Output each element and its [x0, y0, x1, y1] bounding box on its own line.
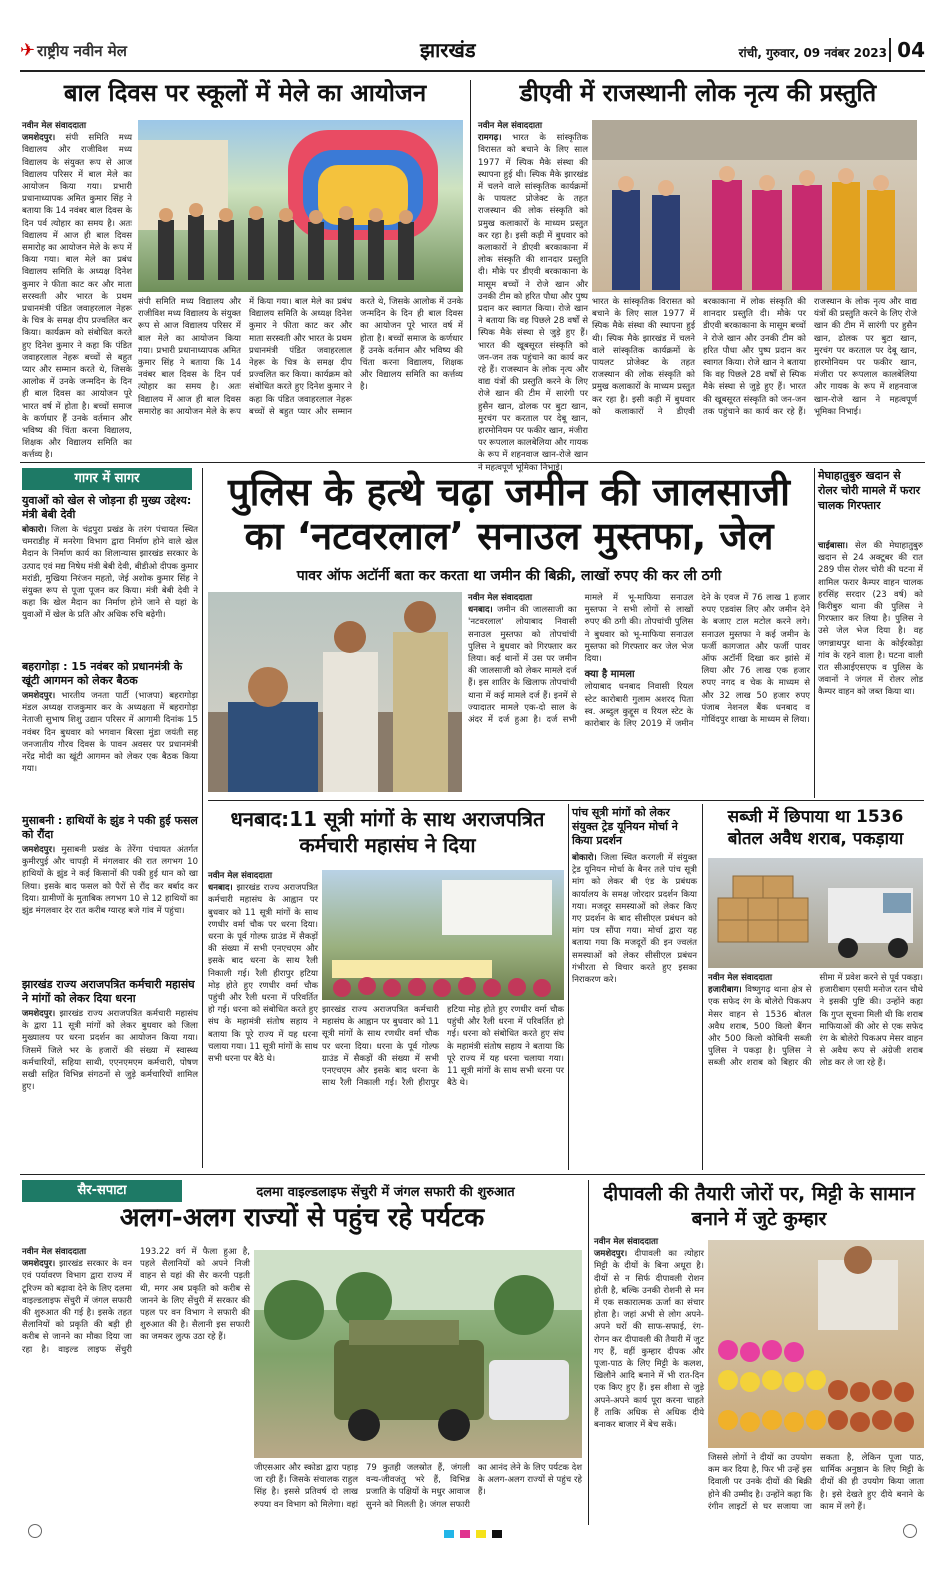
sidebar-headline: बहरागोड़ा : 15 नवंबर को प्रधानमंत्री के खूंटी आगमन को लेकर बैठक: [22, 660, 183, 687]
dhanbad-body-cont: [322, 1004, 564, 1170]
story-dateline: जमशेदपुर।: [22, 691, 56, 701]
byline: नवीन मेल संवाददाता: [208, 871, 273, 881]
sidebar-column: [22, 494, 198, 1180]
story-text: जिला स्थित करगली में संयुक्त ट्रेड यूनियन मोर्चा के बैनर तले पांच सूत्री मांग को लेकर बी एंड के प्रबंधक कार्यालय के समक्ष जोरदार प्रदर्शन किया गया। मजदूर समस्याओं को लेकर किए गए प्रदर्शन के बाद सीसीएल प्रबंधन को मांग पत्र सौंपा गया। मोर्चा द्वारा यह बताया गया कि मजदूरों की इन ज्वलंत समस्याओं को लेकर सीसीएल प्रबंधन गंभीरता से विचार करते हुए इसका निराकरण करे।: [572, 853, 697, 986]
protest-photo-image: [322, 870, 564, 1000]
sidebar-body: [22, 524, 198, 656]
story-text: झारखंड राज्य अराजपत्रित कर्मचारी महासंघ के आह्वान पर बुधवार को 11 सूत्री मांगों के साथ रणधीर वर्मा चौक पर धरना दिया। धरना के पूर्व गोल्फ ग्राउंड में सैकड़ों की संख्या में सभी एनएचएम और इसके बाद धरना के साथ रैली निकाली गई। रैली हीरापुर हटिया मोड़ होते हुए रणधीर वर्मा चौक पहुंची और रैली धरना में परिवर्तित हो गई। धरना को संबोधित करते हुए संघ के महामंत्री संतोष सहाय ने बताया कि पूरे राज्य में यह धरना चलाया गया। 11 सूत्री मांगों के साथ सभी धरना पर बैठे थे।: [322, 1005, 564, 1089]
magenta-swatch: [460, 1530, 470, 1538]
lead-body: [468, 592, 810, 792]
story-dateline: हजारीबाग।: [708, 985, 742, 996]
story-text: जमीन की जालसाजी का 'नटवरलाल' लोयाबाद निवासी सनाउल मुस्तफा को तोपचांची पुलिस ने बुधवार को गिरफ्तार कर लिया। कई थानों में उस पर जमीन की जालसाजी को लेकर मामले दर्ज हैं। इस शातिर के खिलाफ तोपचांची थाना में कई मामले दर्ज हैं। इनमें से ज्यादातर मामले एक-दो साल के अंदर में दर्ज हुआ है। दर्ज सभी मामले में भू-माफिया सनाउल मुस्तफा ने सभी लोगों से लाखों रुपए की ठगी की। तोपचांची पुलिस ने बुधवार को भू-माफिया सनाउल मुस्तफा को गिरफ्तार कर जेल भेज दिया।: [468, 593, 694, 726]
safari-kicker: दलमा वाइल्डलाइफ सेंचुरी में जंगल सफारी की शुरुआत: [256, 1185, 515, 1200]
arrest-photo: [208, 592, 462, 792]
diwali-headline: दीपावली की तैयारी जोरों पर, मिट्टी के सामान बनाने में जुटे कुम्हार: [603, 1183, 915, 1230]
black-swatch: [492, 1530, 502, 1538]
story-dateline: धनबाद।: [208, 883, 233, 894]
story2-headline: डीएवी में राजस्थानी लोक नृत्य की प्रस्तुति: [519, 79, 877, 107]
story-text: लोयाबाद धनबाद निवासी रियल स्टेट कारोबारी गुलाम अशरद पिता स्व. अब्दुल कुद्दूस व रियल स्टेट के कारोबार के लिए 2019 में जमीन देने के एवज में 76 लाख 1 हजार रुपए एडवांस लिए और जमीन देने के बजाए टाल मटोल करने लगे। सनाउल मुस्तफा ने कई जमीन के फर्जी कागजात और फर्जी पावर ऑफ अटॉर्नी दिखा कर झांसे में लिया और 76 लाख एक हजार रुपए नगद व चेक के माध्यम से और 32 लाख 50 हजार रुपए पंजाब नेशनल बैंक धनबाद व गोविंदपुर शाखा के माध्यम से लिया।: [584, 593, 810, 730]
arrest-photo-image: [208, 592, 462, 792]
safari-photo: [254, 1250, 582, 1458]
rule: [20, 1174, 925, 1175]
story-dateline: जमशेदपुर।: [22, 845, 56, 855]
dhanbad-body: [208, 870, 318, 1170]
registration-mark-icon: [903, 1524, 917, 1538]
liquor-body: [708, 972, 923, 1170]
dance-photo-image: [592, 120, 917, 292]
story1-headline: बाल दिवस पर स्कूलों में मेले का आयोजन: [63, 79, 427, 107]
lead-subhead: पावर ऑफ अटॉर्नी बता कर करता था जमीन की बिक्री, लाखों रुपए की कर ली ठगी: [296, 568, 722, 584]
liquor-photo: [708, 858, 923, 968]
safari-headline: अलग-अलग राज्यों से पहुंच रहे पर्यटक: [119, 1203, 485, 1233]
byline: नवीन मेल संवाददाता: [594, 1237, 659, 1247]
divider: [702, 804, 703, 1170]
yellow-swatch: [476, 1530, 486, 1538]
dateline: रांची, गुरुवार, 09 नवंबर 2023: [738, 46, 887, 60]
masthead: [20, 34, 925, 72]
right-headline: मेघाहातुबुरु खदान से रोलर चोरी मामले में फरार चालक गिरफ्तार: [818, 469, 921, 512]
byline: नवीन मेल संवाददाता: [22, 121, 87, 131]
byline: नवीन मेल संवाददाता: [478, 121, 543, 131]
divider: [470, 80, 471, 340]
story-text: संपी समिति मध्य विद्यालय और राजीविश मध्य विद्यालय के संयुक्त रूप से आज विद्यालय परिसर में बाल मेले का आयोजन किया गया। प्रभारी प्रधानाध्यापक अमित कुमार सिंह ने बताया कि 14 नवंबर बाल दिवस के दिन पर्व त्योहार का समय है। अतः विद्यालय में आज ही बाल दिवस समारोह का आयोजन मेले के रूप में किया गया। बाल मेले का प्रबंध विद्यालय समिति के अध्यक्ष दिनेश कुमार ने फीता काट कर और माता सरस्वती और भारत के प्रथम प्रधानमंत्री पंडित जवाहरलाल नेहरू के चित्र के समक्ष दीप प्रज्वलित कर किया। कार्यक्रम को संबोधित करते हुए दिनेश कुमार ने कहा कि पंडित जवाहरलाल नेहरू बच्चों से बहुत प्यार और सम्मान करते थे, जिसके आलोक में उनके जन्मदिन के दिन ही बाल दिवस का आयोजन पूरे भारत वर्ष में होता है। बच्चों समाज के कर्णधार हैं उनके वर्तमान और भविष्य की चिंता करना विद्यालय, शिक्षक और विद्यालय समिति का कर्त्तव्य है।: [138, 297, 463, 417]
divider: [202, 468, 203, 1168]
sidebar-headline: झारखंड राज्य अराजपत्रित कर्मचारी महासंघ ने मांगों को लेकर दिया धरना: [22, 978, 195, 1005]
story-dateline: चाईबासा।: [818, 541, 848, 551]
story-text: विष्णुगढ़ थाना क्षेत्र से एक सफेद रंग के बोलेरो पिकअप मेसर वाहन से 1536 बोतल अवैध शराब, 500 किलो बैंगन और 500 किलो कोबिनी सब्जी पुलिस ने पकड़ा है। पुलिस ने सब्जी और शराब को बिहार की सीमा में प्रवेश करने से पूर्व पकड़ा। हजारीबाग एसपी मनोज रतन चौथे ने इसकी पुष्टि की। उन्होंने कहा कि गुप्त सूचना मिली थी कि शराब माफियाओं की ओर से एक सफेद रंग के बोलेरो पिकअप मेसर वाहन से अवैध रूप से अंग्रेजी शराब लोड कर ले जा रहे हैं।: [708, 973, 923, 1069]
sidebar-body: [22, 844, 198, 974]
story-dateline: रामगढ़।: [478, 133, 502, 144]
fair-photo: [138, 120, 463, 292]
section-title: झारखंड: [420, 38, 476, 62]
story-text: जीएसआर और स्कोडा द्वारा पहाड़ जा रही हैं। जिसके संचालक राहुल सिंह है। इससे प्रतिवर्ष दो लाख रुपया वन विभाग को मिलेगा। वहां 79 कुतही जलस्रोत हैं, जंगली वन्य-जीवजंतु भरे हैं, विभिन्न प्रजाति के पक्षियों के मधुर आवाज सुनने को मिलती है। जंगल सफारी का आनंद लेने के लिए पर्यटक देश के अलग-अलग राज्यों से पहुंच रहे हैं।: [254, 1463, 582, 1510]
story-text: झारखंड सरकार के वन एवं पर्यावरण विभाग द्वारा राज्य में टूरिज्म को बढ़ावा देने के लिए दलमा वाइल्डलाइफ सेंचुरी में जंगल सफारी की शुरुआत की गई है। इसके तहत सैलानियों को प्रकृति की बड़ी ही करीब से जानने का मौका दिया जा रहा है। वाइल्ड लाइफ सेंचुरी 193.22 वर्ग में फैला हुआ है, पहले सैलानियों को अपने निजी वाहन से यहां की सैर करनी पड़ती थी, मगर अब प्रकृति को करीब से जानने के लिए सेंचुरी में सरकार की पहल पर वन विभाग ने सफारी की शुरुआत की है। सैलानी इस सफारी का जमकर लुत्फ उठा रहे हैं।: [22, 1247, 250, 1355]
byline: नवीन मेल संवाददाता: [468, 593, 533, 603]
divider: [568, 804, 569, 1170]
story-text: मुसाबनी प्रखंड के तेरेंगा पंचायत अंतर्गत कुमीरपुई और चापड़ी में मंगलवार की रात लगभग 10 हाथियों के झुंड ने कई किसानों की पकी हुई धान को खा लिया। इसके बाद फसल को पैरों से रौंद कर बर्बाद कर दिया। ग्रामीणों के मुताबिक लगभग 10 से 12 हाथियों का झुंड मंगलवार देर रात करीब ग्यारह बजे गांव में पहुंचा।: [22, 845, 198, 917]
safari-tag: सैर-सपाटा: [22, 1180, 182, 1202]
fair-photo-image: [138, 120, 463, 292]
story-text: भारतीय जनता पार्टी (भाजपा) बहरागोड़ा मंडल अध्यक्ष राजकुमार कर के अध्यक्षता में बहरागोड़ा नेताजी सुभाष शिशु उद्यान परिसर में आगामी दिनांक 15 नवंबर दिन बुधवार को भगवान बिरसा मुंडा जयंती सह जनजातीय गौरव दिवस के पावन अवसर पर प्रधानमंत्री नरेंद्र मोदी का खूंटी आगमन को लेकर एक बैठक किया गया।: [22, 691, 199, 775]
protest-photo: [322, 870, 564, 1000]
sidebar-body: [22, 1008, 198, 1208]
divider: [588, 1180, 589, 1525]
potter-photo: [708, 1240, 924, 1448]
brand-name: राष्ट्रीय नवीन मेल: [37, 42, 127, 60]
story-text: भारत के सांस्कृतिक विरासत को बचाने के लिए साल 1977 में स्पिक मैके संस्था की स्थापना हुई थी। स्पिक मैके झारखंड में चलने वाले सांस्कृतिक कार्यक्रमों के पायलट प्रोजेक्ट के तहत राजस्थान की लोक संस्कृति को प्रमुख कलाकारों के माध्यम प्रस्तुत कर रहा है। इसी कड़ी में बुधवार को कलाकारों ने डीएवी बरकाकाना में लोक संस्कृति की शानदार प्रस्तुति दी। मौके पर डीएवी बरकाकाना के मासूम बच्चों ने रोजे खान और उनकी टीम को हरित पौधा और पुष्प प्रदान कर स्वागत किया। रोजे खान ने बताया कि वह पिछले 28 वर्षों से स्पिक मैके संस्था से जुड़े हुए हैं। भारत की खूबसूरत संस्कृति को जन-जन तक पहुंचाने का कार्य कर रहे हैं। राजस्थान के लोक नृत्य और वाद्य यंत्रों की प्रस्तुति करने के लिए रोजे खान की टीम में सारंगी पर हुसैन खान, ढोलक पर बुटा खान, मुरचंग पर करताल पर देबू खान, हारमोनियम पर फकीर खान, मंजीरा पर रूपलाल कालबेलिया और गायक के रूप में शहनवाज खान-रोजे खान ने महत्वपूर्ण भूमिका निभाई।: [478, 133, 588, 473]
story-text: झारखंड राज्य अराजपत्रित कर्मचारी महासंघ के द्वारा 11 सूत्री मांगों को लेकर बुधवार को जिला मुख्यालय पर धरना प्रदर्शन का आयोजन किया गया। जिसमें जिले भर के हजारों की संख्या में स्वास्थ्य कर्मचारियों, सहिया साथी, एएनएमएम कर्मचारी, पोषण सखी सहित विभिन्न संगठनों से जुड़े कर्मचारियों शामिल हुए।: [22, 1009, 199, 1093]
rule: [20, 462, 925, 463]
story-text: भारत के सांस्कृतिक विरासत को बचाने के लिए साल 1977 में स्पिक मैके संस्था की स्थापना हुई थी। स्पिक मैके झारखंड में चलने वाले सांस्कृतिक कार्यक्रमों के पायलट प्रोजेक्ट के तहत राजस्थान की लोक संस्कृति को प्रमुख कलाकारों के माध्यम प्रस्तुत कर रहा है। इसी कड़ी में बुधवार को कलाकारों ने डीएवी बरकाकाना में लोक संस्कृति की शानदार प्रस्तुति दी। मौके पर डीएवी बरकाकाना के मासूम बच्चों ने रोजे खान और उनकी टीम को हरित पौधा और पुष्प प्रदान कर स्वागत किया। रोजे खान ने बताया कि वह पिछले 28 वर्षों से स्पिक मैके संस्था से जुड़े हुए हैं। भारत की खूबसूरत संस्कृति को जन-जन तक पहुंचाने का कार्य कर रहे हैं। राजस्थान के लोक नृत्य और वाद्य यंत्रों की प्रस्तुति करने के लिए रोजे खान की टीम में सारंगी पर हुसैन खान, ढोलक पर बुटा खान, मुरचंग पर करताल पर देबू खान, हारमोनियम पर फकीर खान, मंजीरा पर रूपलाल कालबेलिया और गायक के रूप में शहनवाज खान-रोजे खान ने महत्वपूर्ण भूमिका निभाई।: [592, 297, 917, 417]
safari-body: [22, 1246, 250, 1522]
page-number: 04: [889, 38, 925, 62]
story-text: जिससे लोगों ने दीयों का उपयोग कम कर दिया है, फिर भी उन्हें इस दिवाली पर उनके दीयों की बिक्री होने की उम्मीद है। उन्होंने कहा कि रंगीन लाइटों से घर सजाया जा सकता है, लेकिन पूजा पाठ, धार्मिक अनुष्ठान के लिए मिट्टी के दीयों की ही उपयोग किया जाता है। इसे देखते हुए दीये बनाने के काम में लगे हैं।: [708, 1453, 924, 1512]
story-text: सेल की मेघाहातुबुरु खदान से 24 अक्टूबर की रात 289 पीस रोलर चोरी की घटना में शामिल फरार कैम्पर वाहन चालक हरसिंह सरदार (23 वर्ष) को किरीबुरु थाना की पुलिस ने गिरफ्तार कर लिया है। पुलिस ने उसे जेल भेज दिया है। वह जगन्नाथपुर थाना के कोईरकोड़ा गांव के रहने वाला है। घटना वाली रात सीआईएसएफ व पुलिस के जवानों ने जंगल में रोलर लोड कैम्पर वाहन को जब्त किया था।: [818, 541, 923, 698]
potter-photo-image: [708, 1240, 924, 1448]
dhanbad-headline: धनबाद:11 सूत्री मांगों के साथ अराजपत्रित कर्मचारी महासंघ ने दिया: [230, 807, 545, 857]
diwali-body-cont: [708, 1452, 924, 1522]
story-text: झारखंड राज्य अराजपत्रित कर्मचारी महासंघ के आह्वान पर बुधवार को 11 सूत्री मांगों के साथ रणधीर वर्मा चौक पर धरना दिया। धरना के पूर्व गोल्फ ग्राउंड में सैकड़ों की संख्या में सभी एनएचएम और इसके बाद धरना के साथ रैली निकाली गई। रैली हीरापुर हटिया मोड़ होते हुए रणधीर वर्मा चौक पहुंची और रैली धरना में परिवर्तित हो गई। धरना को संबोधित करते हुए संघ के महामंत्री संतोष सहाय ने बताया कि पूरे राज्य में यह धरना चलाया गया। 11 सूत्री मांगों के साथ सभी धरना पर बैठे थे।: [208, 883, 319, 1065]
story2-body: [478, 120, 588, 473]
dance-photo: [592, 120, 917, 292]
byline: नवीन मेल संवाददाता: [22, 1247, 87, 1257]
safari-photo-image: [254, 1250, 582, 1458]
story-dateline: बोकारो।: [22, 525, 47, 535]
byline: नवीन मेल संवाददाता: [708, 973, 773, 983]
right-body: [818, 540, 923, 795]
trade-body: [572, 852, 697, 1170]
sidebar-headline: मुसाबनी : हाथियों के झुंड ने पकी हुई फसल को रौंदा: [22, 814, 198, 841]
story1-body-cont: [138, 296, 463, 456]
story-dateline: जमशेदपुर।: [22, 133, 56, 144]
story-text: जिला के चंद्रपुरा प्रखंड के तरंग पंचायत स्थित चमराडीह में मनरेगा विभाग द्वारा निर्माण होने वाले खेल मैदान के निर्माण कार्य का शिलान्यास झारखंड सरकार के उत्पाद एवं मद्य निषेध मंत्री बेबी देवी, बीडीओ दीपक कुमार मरांडी, मुखिया निरंजन महतो, जेई अशोक कुमार सिंह ने संयुक्त रूप से पूजा पूजन कर किया। मंत्री बेबी देवी ने कहा कि खेल मैदान का निर्माण होने जाने से यहां के युवाओं में खेल के प्रति और अधिक रुचि बढ़ेगी।: [22, 525, 198, 621]
divider: [814, 468, 815, 798]
story-text: संपी समिति मध्य विद्यालय और राजीविश मध्य विद्यालय के संयुक्त रूप से आज विद्यालय परिसर में बाल मेले का आयोजन किया गया। प्रभारी प्रधानाध्यापक अमित कुमार सिंह ने बताया कि 14 नवंबर बाल दिवस के दिन पर्व त्योहार का समय है। अतः विद्यालय में आज ही बाल दिवस समारोह का आयोजन मेले के रूप में किया गया। बाल मेले का प्रबंध विद्यालय समिति के अध्यक्ष दिनेश कुमार ने फीता काट कर और माता सरस्वती और भारत के प्रथम प्रधानमंत्री पंडित जवाहरलाल नेहरू के चित्र के समक्ष दीप प्रज्वलित कर किया। कार्यक्रम को संबोधित करते हुए दिनेश कुमार ने कहा कि पंडित जवाहरलाल नेहरू बच्चों से बहुत प्यार और सम्मान करते थे, जिसके आलोक में उनके जन्मदिन के दिन ही बाल दिवस का आयोजन पूरे भारत वर्ष में होता है। बच्चों समाज के कर्णधार हैं उनके वर्तमान और भविष्य की चिंता करना विद्यालय, शिक्षक और विद्यालय समिति का कर्त्तव्य है।: [22, 133, 133, 461]
story-dateline: जमशेदपुर।: [22, 1259, 56, 1270]
safari-body-cont: [254, 1462, 582, 1522]
liquor-photo-image: [708, 858, 923, 968]
diwali-body: [594, 1236, 704, 1522]
sidebar-tag: गागर में सागर: [22, 468, 192, 490]
box-label: क्या है मामला: [584, 669, 635, 681]
story-dateline: जमशेदपुर।: [22, 1009, 56, 1019]
registration-mark-icon: [28, 1524, 42, 1538]
rule: [208, 800, 924, 801]
bird-logo-icon: ✈: [20, 40, 36, 61]
story-dateline: जमशेदपुर।: [594, 1249, 628, 1260]
trade-headline: पांच सूत्री मांगों को लेकर संयुक्त ट्रेड यूनियन मोर्चा ने किया प्रदर्शन: [572, 806, 678, 847]
story-text: दीपावली का त्योहार मिट्टी के दीयों के बिना अधूरा है। दीयों से न सिर्फ दीपावली रोशन होती है, बल्कि उनकी रोशनी से मन में एक सकारात्मक ऊर्जा का संचार होता है। जहां अभी से लोग अपने-अपने घरों की साफ-सफाई, रंग-रोगन कर दीपावली की तैयारी में जुट गए हैं, वहीं कुम्हार दीपक और पूजा-पाठ के लिए मिट्टी के कलश, खिलौने आदि बनाने में भी रात-दिन एक किए हुए हैं। इस शीशा से जुड़े अपने-अपने कार्य पूरा करना चाहते हैं ताकि अधिक से अधिक दीये बनाकर बाजार में बेच सकें।: [594, 1249, 705, 1431]
story-dateline: बोकारो।: [572, 853, 597, 863]
story-dateline: धनबाद।: [468, 605, 493, 616]
story2-body-cont: [592, 296, 917, 456]
liquor-headline: सब्जी में छिपाया था 1536 बोतल अवैध शराब, पकड़ाया: [727, 807, 904, 849]
lead-headline: पुलिस के हत्थे चढ़ा जमीन की जालसाजी का ‘नटवरलाल’ सनाउल मुस्तफा, जेल: [227, 470, 791, 558]
color-registration-bar: [0, 1530, 945, 1538]
cyan-swatch: [444, 1530, 454, 1538]
sidebar-headline: युवाओं को खेल से जोड़ना ही मुख्य उद्देश्य: मंत्री बेबी देवी: [22, 494, 192, 521]
brand: [20, 40, 127, 61]
story1-body: [22, 120, 132, 460]
sidebar-body: [22, 690, 198, 810]
